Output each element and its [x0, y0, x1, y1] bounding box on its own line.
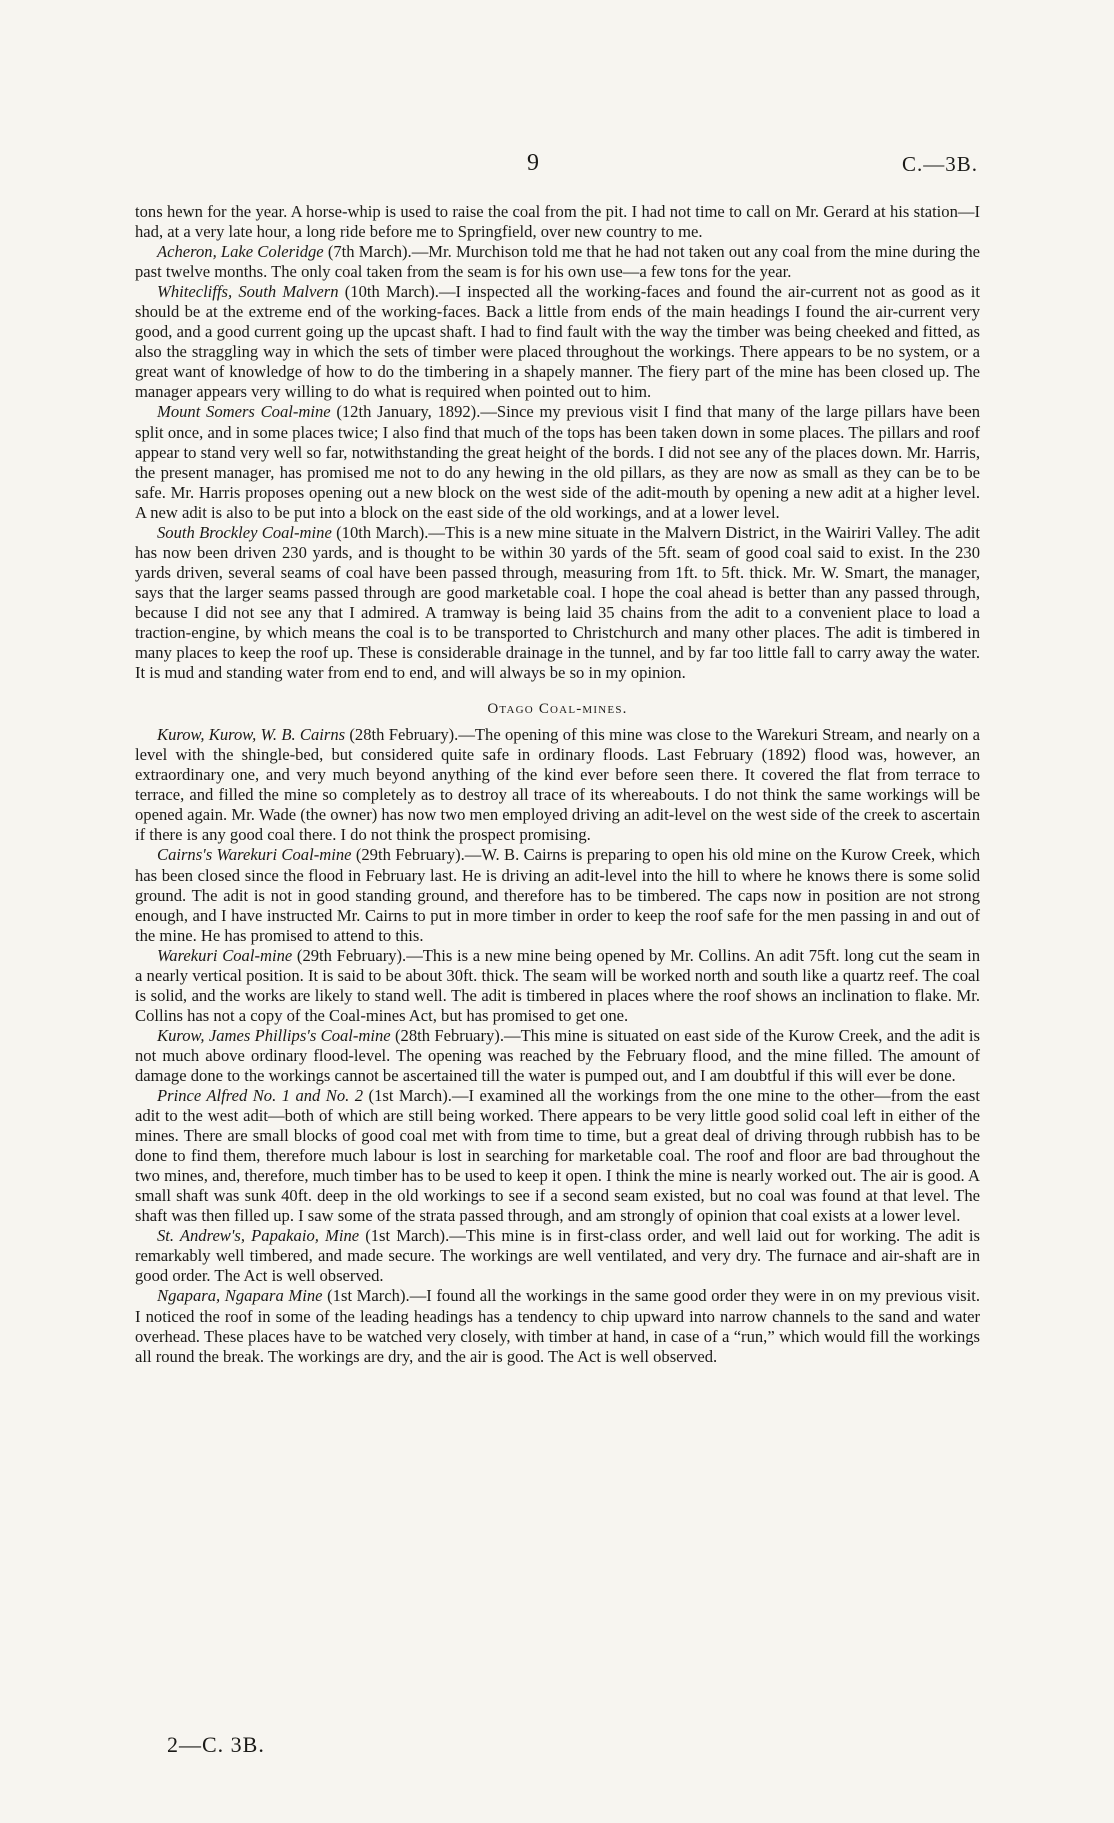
- page-header: [0, 150, 1114, 180]
- entry-title: Prince Alfred No. 1 and No. 2: [157, 1086, 364, 1106]
- entry-title: Warekuri Coal-mine: [157, 945, 293, 965]
- entry-text: (29th February).—This is a new mine being opened by Mr. Collins. An adit 75ft. long cut the seam in a nearly vertical position. It is said to be about 30ft. thick. The seam will be worked north and south like a quartz reef. The coal is solid, and the works are likely to stand well. The adit is timbered in places where the roof shows an inclination to flake. Mr. Collins has not a copy of the Coal-mines Act, but has promised to get one.: [135, 945, 981, 1025]
- entry-warekuri: [135, 946, 980, 1026]
- body-text: [135, 202, 980, 1367]
- paragraph-text: tons hewn for the year. A horse-whip is used to raise the coal from the pit. I had not time to call on Mr. Gerard at his station—I had, at a very late hour, a long ride before me to Springfield, over new country to me.: [135, 202, 980, 242]
- entry-text: (10th March).—I inspected all the working-faces and found the air-current not as good as it should be at the extreme end of the working-faces. Back a little from ends of the main headings I found the air-current very good, and a good current going up the upcast shaft. I had to find fault with the way the timber was being cheeked and fitted, as also the straggling way in which the sets of timber were placed throughout the workings. There appears to be no system, or a great want of knowledge of how to do the timbering in a shapely manner. The fiery part of the mine has been closed up. The manager appears very willing to do what is required when pointed out to him.: [135, 282, 981, 402]
- entry-text: (29th February).—W. B. Cairns is preparing to open his old mine on the Kurow Creek, which has been closed since the flood in February last. He is driving an adit-level into the hill to where he knows there is some solid ground. The adit is not in good standing ground, and therefore has to be timbered. The caps now in position are not strong enough, and I have instructed Mr. Cairns to put in more timber in order to keep the roof safe for the men passing in and out of the mine. He has promised to attend to this.: [135, 845, 981, 945]
- entry-south-brockley: [135, 523, 980, 683]
- entry-mount-somers: [135, 402, 980, 522]
- entry-text: (28th February).—This mine is situated on east side of the Kurow Creek, and the adit is not much above ordinary flood-level. The opening was reached by the February flood, and the mine filled. The amount of damage done to the workings cannot be ascertained till the water is pumped out, and I am doubtful if this will ever be done.: [135, 1025, 981, 1085]
- entry-title: Kurow, James Phillips's Coal-mine: [157, 1025, 391, 1045]
- entry-kurow-phillips: [135, 1026, 980, 1086]
- entry-kurow-cairns: [135, 725, 980, 845]
- entry-title: Whitecliffs, South Malvern: [157, 282, 339, 302]
- paragraph-continuation: [135, 202, 980, 242]
- entry-acheron: [135, 242, 980, 282]
- page-number: 9: [527, 150, 539, 176]
- document-reference: C.—3B.: [901, 152, 978, 176]
- entry-ngapara: [135, 1286, 980, 1366]
- signature-mark: 2—C. 3B.: [167, 1732, 265, 1757]
- entry-title: Mount Somers Coal-mine: [157, 402, 331, 422]
- entry-whitecliffs: [135, 282, 980, 402]
- entry-text: (1st March).—I found all the workings in the same good order they were in on my previous visit. I noticed the roof in some of the leading headings has a tendency to chip upward into narrow channels to the sand and water overhead. These places have to be watched very closely, with timber at hand, in case of a “run,” which would fill the workings all round the break. The workings are dry, and the air is good. The Act is well observed.: [135, 1286, 981, 1366]
- entry-text: (12th January, 1892).—Since my previous visit I find that many of the large pillars have been split once, and in some places twice; I also find that much of the tops has been taken down in some places. The pillars and roof appear to stand very well so far, notwithstanding the great height of the bords. I did not see any of the places down. Mr. Harris, the present manager, has promised me not to do any hewing in the old pillars, as they are now as small as they can be to be safe. Mr. Harris proposes opening out a new block on the west side of the adit-mouth by opening a new adit at a higher level. A new adit is also to be put into a block on the east side of the old workings, and at a lower level.: [135, 402, 980, 522]
- entry-st-andrews: [135, 1226, 980, 1286]
- entry-cairns-warekuri: [135, 845, 980, 945]
- entry-text: (1st March).—I examined all the workings from the one mine to the other—from the east adit to the west adit—both of which are still being worked. There appears to be very little good solid coal left in either of the mines. There are small blocks of good coal met with from time to time, but a great deal of driving through rubbish has to be done to find them, therefore much labour is lost in searching for marketable coal. The roof and floor are bad throughout the two mines, and, therefore, much timber has to be used to keep it open. I think the mine is nearly worked out. The air is good. A small shaft was sunk 40ft. deep in the old workings to see if a second seam existed, but no coal was found at that level. The shaft was then filled up. I saw some of the strata passed through, and am strongly of opinion that coal exists at a lower level.: [135, 1086, 980, 1226]
- entry-text: (10th March).—This is a new mine situate in the Malvern District, in the Wairiri Valley. The adit has now been driven 230 yards, and is thought to be within 30 yards of the 5ft. seam of good coal said to exist. In the 230 yards driven, several seams of coal have been passed through, measuring from 1ft. to 5ft. thick. Mr. W. Smart, the manager, says that the larger seams passed through are good marketable coal. I hope the coal ahead is better than any passed through, because I did not see any that I admired. A tramway is being laid 35 chains from the adit to a convenient place to load a traction-engine, by which means the coal is to be transported to Christchurch and many other places. The adit is timbered in many places to keep the roof up. These is considerable drainage in the tunnel, and by far too little fall to carry away the water. It is mud and standing water from end to end, and will always be so in my opinion.: [135, 522, 980, 683]
- entry-text: (28th February).—The opening of this mine was close to the Warekuri Stream, and nearly on a level with the shingle-bed, but considered quite safe in ordinary floods. Last February (1892) flood was, however, an extraordinary one, and very much beyond anything of the kind ever before seen there. It covered the flat from terrace to terrace, and filled the mine so completely as to destroy all trace of its whereabouts. I do not think the same workings will be opened again. Mr. Wade (the owner) has now two men employed driving an adit-level on the west side of the creek to ascertain if there is any good coal there. I do not think the prospect promising.: [135, 725, 980, 845]
- entry-title: Acheron, Lake Coleridge: [157, 242, 324, 262]
- entry-title: Cairns's Warekuri Coal-mine: [157, 845, 352, 865]
- entry-text: (7th March).—Mr. Murchison told me that he had not taken out any coal from the mine during the past twelve months. The only coal taken from the seam is for his own use—a few tons for the year.: [135, 242, 980, 282]
- entry-text: (1st March).—This mine is in first-class order, and well laid out for working. The adit is remarkably well timbered, and made secure. The workings are well ventilated, and very dry. The furnace and air-shaft are in good order. The Act is well observed.: [135, 1226, 980, 1286]
- entry-title: South Brockley Coal-mine: [157, 522, 332, 542]
- entry-prince-alfred: [135, 1086, 980, 1226]
- entry-title: Ngapara, Ngapara Mine: [157, 1286, 323, 1306]
- section-heading: Otago Coal-mines.: [487, 701, 628, 718]
- entry-title: St. Andrew's, Papakaio, Mine: [157, 1226, 360, 1246]
- entry-title: Kurow, Kurow, W. B. Cairns: [157, 725, 346, 745]
